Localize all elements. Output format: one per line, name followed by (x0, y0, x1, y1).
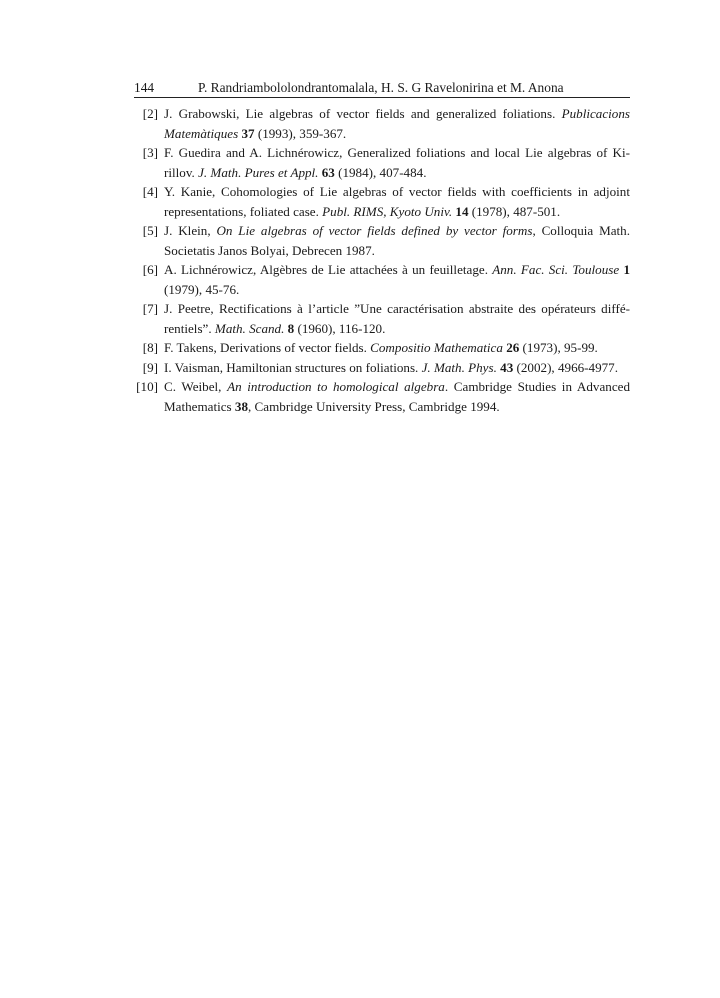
reference-venue: An introduction to homological algebra (227, 379, 445, 394)
reference-text (164, 377, 630, 416)
reference-segment: J. Peetre, Rectifications à l’article ”Une caractérisation abstraite des opérateurs diffé-rentiels”. (164, 301, 630, 336)
reference-segment: J. Grabowski, Lie algebras of vector fields and generalized foliations. (164, 106, 562, 121)
reference-text (164, 299, 630, 338)
running-head-authors: P. Randriambololondrantomalala, H. S. G Ravelonirina et M. Anona (198, 80, 564, 95)
reference-label: [4] (142, 184, 158, 199)
reference-label: [2] (142, 106, 158, 121)
reference-text (164, 104, 630, 143)
reference-item (134, 221, 630, 260)
reference-venue: Publ. RIMS, Kyoto Univ. (322, 203, 453, 219)
reference-text (164, 143, 630, 182)
running-head (134, 79, 630, 97)
reference-label: [5] (142, 223, 158, 238)
reference-segment: (1993), 359-367. (254, 125, 347, 141)
reference-volume: 26 (506, 340, 520, 355)
reference-label: [10] (136, 379, 158, 394)
reference-text (164, 182, 630, 221)
reference-label: [6] (142, 262, 158, 277)
header-rule (134, 97, 630, 98)
reference-segment: , Colloquia Math. Societatis Janos Bolyai, Debrecen 1987. (164, 223, 630, 258)
reference-text (164, 260, 630, 299)
reference-venue: Ann. Fac. Sci. Toulouse (492, 262, 620, 277)
reference-segment: Y. Kanie, Cohomologies of Lie algebras of vector fields with coefficients in adjoint representations, foliated case. (164, 184, 630, 219)
reference-segment: F. Guedira and A. Lichnérowicz, Generalized foliations and local Lie algebras of Ki-rillov. (164, 145, 630, 180)
reference-segment: . Cambridge Studies in Advanced Mathematics (164, 379, 630, 414)
reference-volume: 37 (241, 125, 255, 141)
reference-item (134, 338, 630, 358)
reference-list (134, 104, 630, 416)
reference-segment: (1978), 487-501. (468, 203, 561, 219)
reference-segment: C. Weibel, (164, 379, 228, 394)
reference-volume: 8 (287, 320, 295, 336)
reference-item (134, 143, 630, 182)
reference-item (134, 104, 630, 143)
reference-venue: On Lie algebras of vector fields defined by vector forms (216, 223, 533, 238)
reference-venue: Compositio Mathematica (370, 340, 503, 355)
page-number: 144 (134, 80, 155, 95)
reference-segment: (1973), 95-99. (519, 340, 598, 355)
reference-label: [7] (142, 301, 158, 316)
reference-item (134, 182, 630, 221)
reference-segment: A. Lichnérowicz, Algèbres de Lie attachées à un feuilletage. (164, 262, 493, 277)
reference-venue: J. Math. Pures et Appl. (198, 164, 319, 180)
reference-venue: Publicacions Matemàtiques (164, 106, 630, 141)
reference-label: [3] (142, 145, 158, 160)
reference-segment: (1979), 45-76. (164, 281, 240, 297)
reference-volume: 1 (623, 262, 630, 277)
reference-volume: 43 (500, 359, 514, 375)
reference-venue: Math. Scand. (214, 320, 285, 336)
reference-segment: I. Vaisman, Hamiltonian structures on foliations. (164, 359, 422, 375)
reference-segment: J. Klein, (164, 223, 217, 238)
reference-label: [9] (142, 359, 158, 375)
reference-segment: F. Takens, Derivations of vector fields. (164, 340, 371, 355)
reference-text (164, 338, 630, 358)
reference-volume: 63 (321, 164, 335, 180)
reference-volume: 14 (455, 203, 469, 219)
reference-text (164, 221, 630, 260)
reference-item (134, 299, 630, 338)
reference-venue: J. Math. Phys. (421, 359, 497, 375)
reference-item (134, 260, 630, 299)
reference-item (134, 377, 630, 416)
reference-label: [8] (142, 340, 158, 355)
reference-segment: (2002), 4966-4977. (513, 359, 618, 375)
reference-volume: 38 (234, 398, 248, 414)
reference-segment: , Cambridge University Press, Cambridge 1994. (248, 398, 500, 414)
reference-segment: (1960), 116-120. (294, 320, 386, 336)
reference-text (164, 358, 630, 378)
reference-segment: (1984), 407-484. (334, 164, 427, 180)
reference-item (134, 358, 630, 378)
